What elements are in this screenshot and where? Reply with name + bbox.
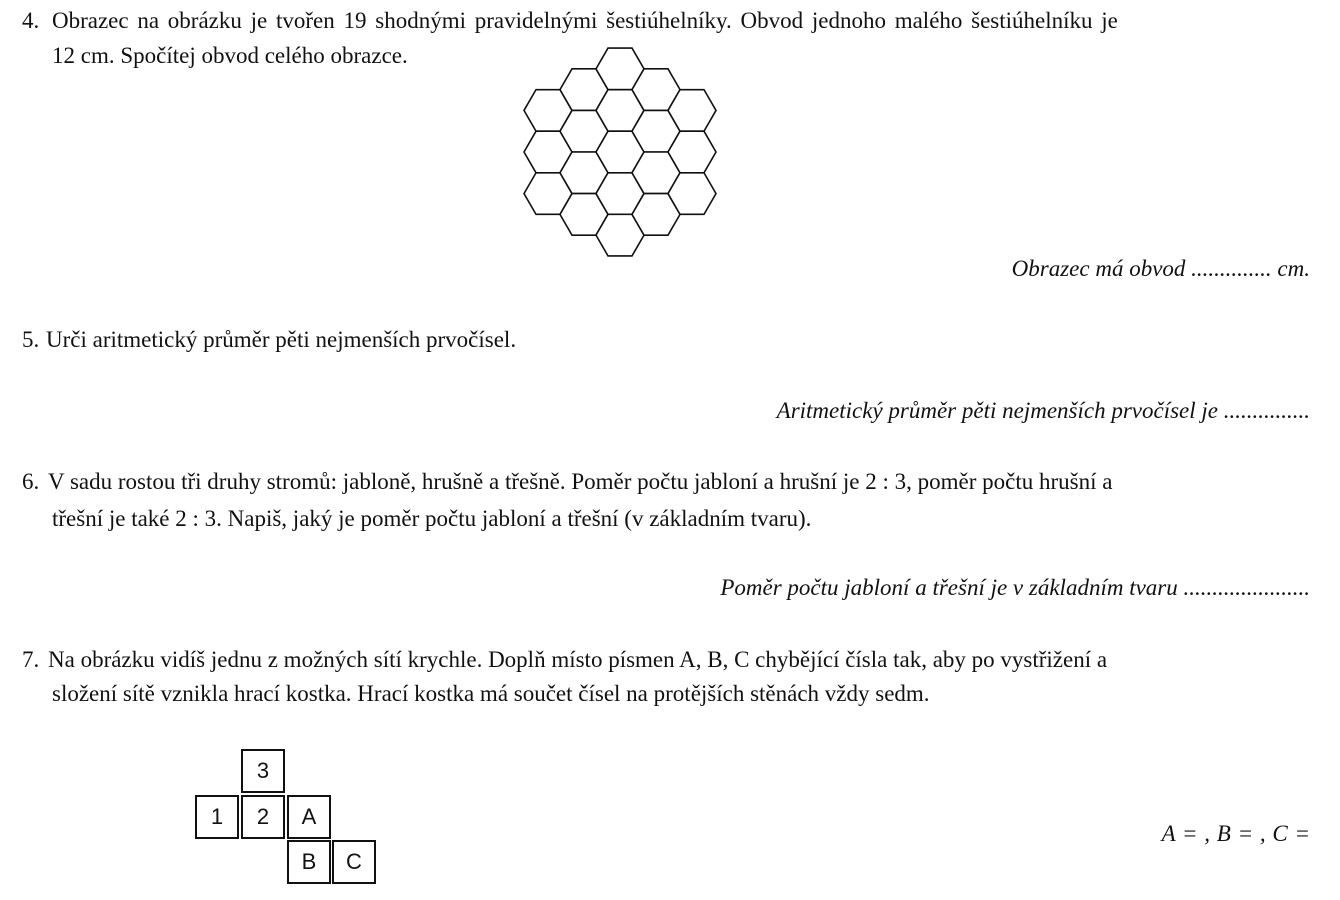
task4-number: 4. — [22, 8, 40, 33]
net-cell-center: 2 — [241, 795, 285, 839]
task6-text-line2: třešní je také 2 : 3. Napiš, jaký je poměr počtu jabloní a třešní (v základním tvaru). — [52, 506, 812, 531]
net-cell-b: B — [287, 840, 331, 884]
task6-number: 6. — [22, 469, 40, 494]
hexagon-figure — [515, 40, 725, 265]
net-cell-top: 3 — [241, 749, 285, 793]
task5-text: Urči aritmetický průměr pěti nejmenších prvočísel. — [46, 327, 517, 352]
task4-text-line1: Obrazec na obrázku je tvořen 19 shodnými pravidelnými šestiúhelníky. Obvod jednoho malého šestiúhelníku je — [52, 8, 1118, 33]
net-cell-a: A — [287, 795, 331, 839]
task4-answer: Obrazec má obvod .............. cm. — [1011, 256, 1310, 281]
task7-line1 — [22, 646, 1107, 674]
task7-text-line1: Na obrázku vidíš jednu z možných sítí krychle. Doplň místo písmen A, B, C chybějící čísla tak, aby po vystřižení a — [48, 647, 1108, 672]
net-cell-left: 1 — [195, 795, 239, 839]
task5-answer: Aritmetický průměr pěti nejmenších prvočísel je ............... — [776, 398, 1310, 423]
task4-text-line2: 12 cm. Spočítej obvod celého obrazce. — [52, 43, 408, 68]
task6-text-line1: V sadu rostou tři druhy stromů: jabloně, hrušně a třešně. Poměr počtu jabloní a hrušní je 2 : 3, poměr počtu hrušní a — [48, 469, 1113, 494]
task5-line1 — [22, 326, 516, 354]
task5-number: 5. — [22, 327, 40, 352]
task7-answer: A = , B = , C = — [1161, 821, 1310, 846]
task7-number: 7. — [22, 647, 40, 672]
task6-line1 — [22, 468, 1112, 496]
net-cell-c: C — [332, 840, 376, 884]
task7-text-line2: složení sítě vznikla hrací kostka. Hrací kostka má součet čísel na protějších stěnách vždy sedm. — [52, 681, 930, 706]
task6-answer: Poměr počtu jabloní a třešní je v základním tvaru ...................... — [720, 575, 1310, 600]
task4-line1 — [22, 7, 1118, 35]
